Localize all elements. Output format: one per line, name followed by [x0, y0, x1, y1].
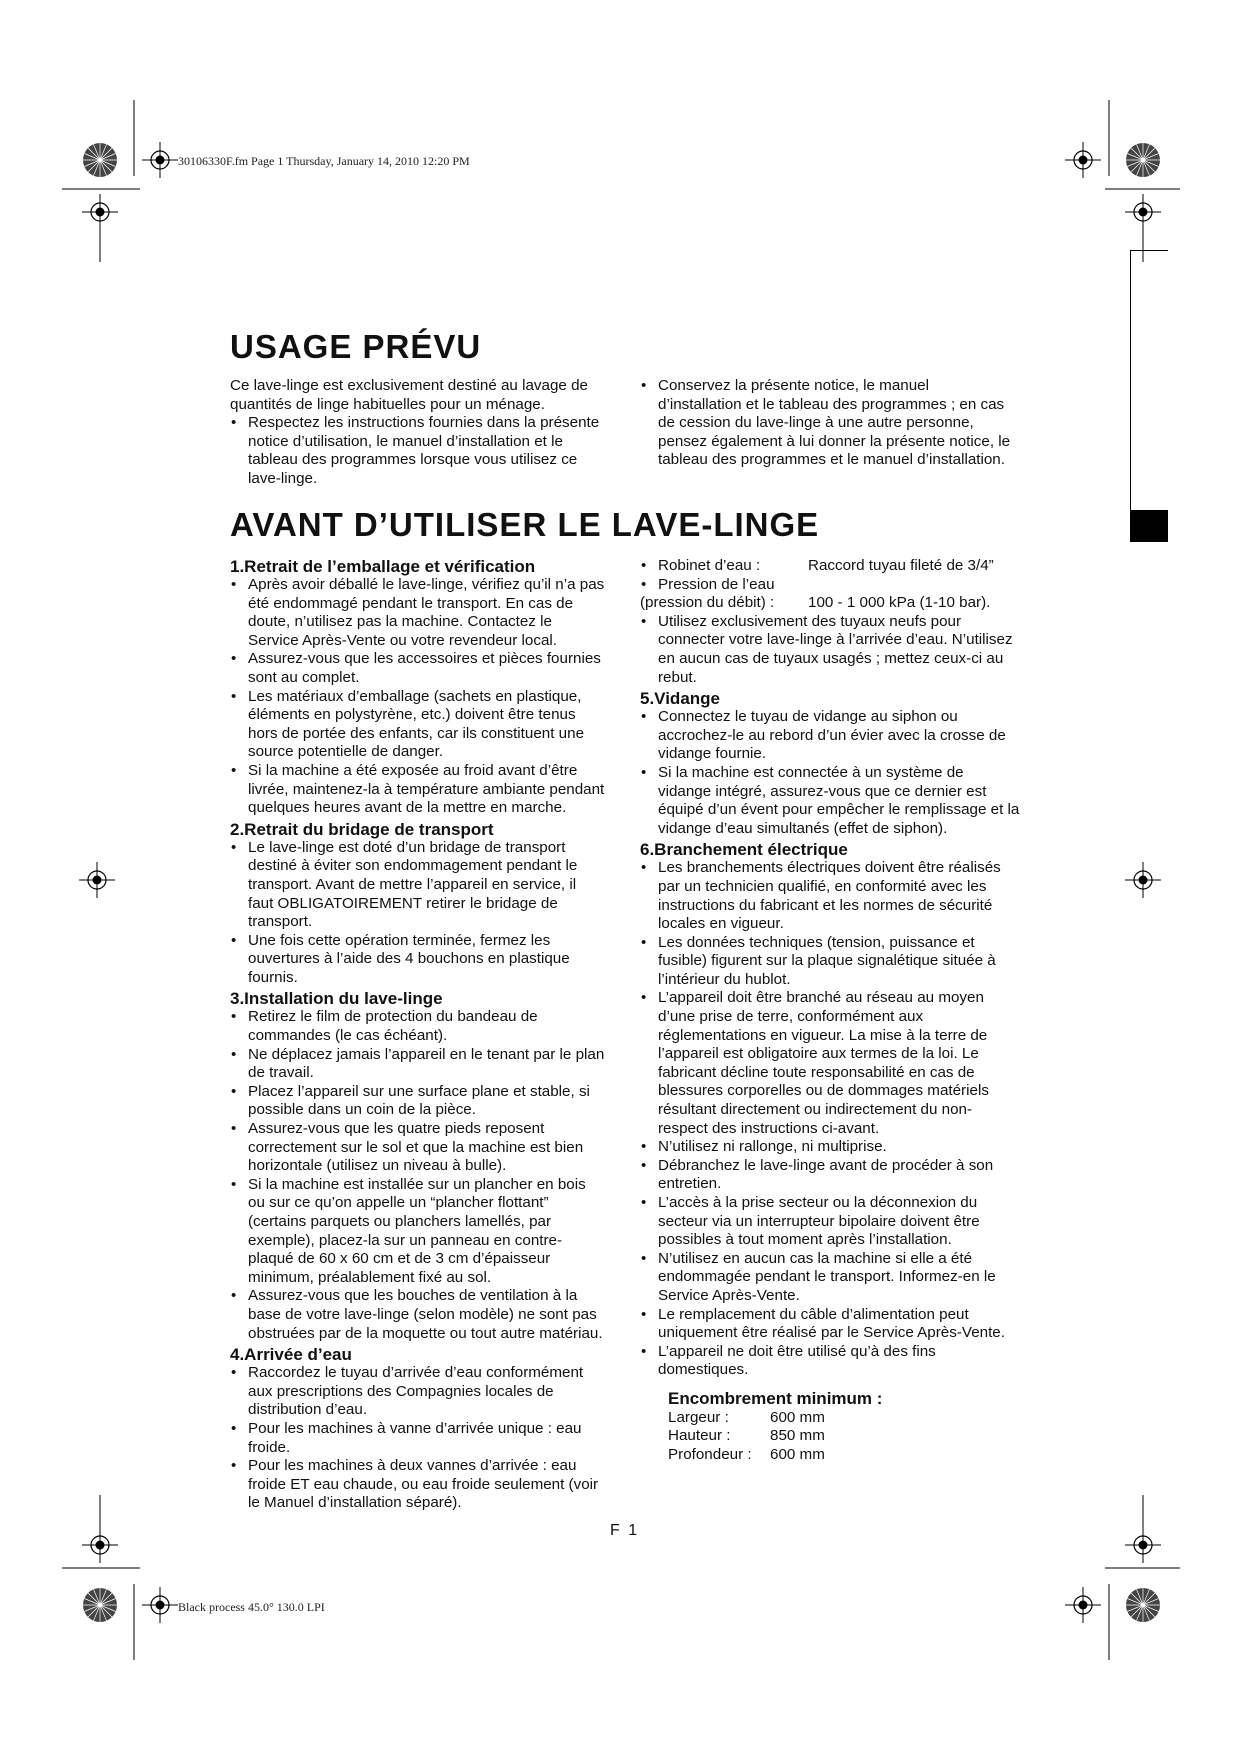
dimension-row-hauteur — [640, 1427, 1020, 1446]
heading-vidange: 5.Vidange — [640, 689, 720, 709]
section-title-avant: AVANT D’UTILISER LE LAVE-LINGE — [230, 506, 820, 543]
dimension-label: Profondeur : — [668, 1445, 752, 1463]
pression-label: • Pression de l’eau — [658, 575, 775, 593]
heading-installation: 3.Installation du lave-linge — [230, 989, 443, 1009]
list-item: • N’utilisez ni rallonge, ni multiprise. — [640, 1138, 1020, 1157]
list-item: • N’utilisez en aucun cas la machine si elle a été endommagée pendant le transport. Informez-en le Service Après-Vente. — [640, 1250, 1020, 1306]
list-item: • Placez l’appareil sur une surface plane et stable, si possible dans un coin de la pièce. — [230, 1083, 605, 1120]
list-item: • Retirez le film de protection du bandeau de commandes (le cas échéant). — [230, 1008, 605, 1045]
list-vidange — [640, 708, 1020, 838]
heading-bridage: 2.Retrait du bridage de transport — [230, 819, 494, 839]
list-item: • Assurez-vous que les accessoires et pièces fournies sont au complet. — [230, 650, 605, 687]
debit-value: 100 - 1 000 kPa (1-10 bar). — [808, 594, 991, 612]
list-item: • Les matériaux d’emballage (sachets en plastique, éléments en polystyrène, etc.) doivent être tenus hors de portée des enfants, car ils constituent une source potentielle de danger. — [230, 688, 605, 762]
list-item: • Assurez-vous que les quatre pieds reposent correctement sur le sol et que la machine est bien horizontale (utilisez un niveau à bulle). — [230, 1120, 605, 1176]
usage-right-list — [640, 377, 1015, 470]
dimensions-title: Encombrement minimum : — [668, 1388, 883, 1408]
list-arrivee-eau — [230, 1364, 605, 1513]
list-item: • Le remplacement du câble d’alimentation peut uniquement être réalisé par le Service Après-Vente. — [640, 1306, 1020, 1343]
list-installation — [230, 1008, 605, 1343]
heading-branchement: 6.Branchement électrique — [640, 840, 848, 860]
list-item: • Pour les machines à deux vannes d’arrivée : eau froide ET eau chaude, ou eau froide seulement (voir le Manuel d’installation séparé). — [230, 1457, 605, 1513]
list-item: • Si la machine a été exposée au froid avant d’être livrée, maintenez-la à température ambiante pendant quelques heures avant de la mettre en marche. — [230, 762, 605, 818]
list-item: • Le lave-linge est doté d’un bridage de transport destiné à éviter son endommagement pendant le transport. Avant de mettre l’appareil en service, il faut OBLIGATOIREMENT retirer le bridage de transport. — [230, 839, 605, 932]
side-tab-frame — [1130, 250, 1168, 512]
list-item: • Conservez la présente notice, le manuel d’installation et le tableau des programmes ; en cas de cession du lave-linge à une autre personne, pensez également à lui donner la présente notice, le tableau des programmes et le manuel d’installation. — [640, 377, 1015, 470]
list-item: • Après avoir déballé le lave-linge, vérifiez qu’il n’a pas été endommagé pendant le transport. En cas de doute, n’utilisez pas la machine. Contactez le Service Après-Vente ou votre revendeur local. — [230, 576, 605, 650]
dimension-value: 600 mm — [770, 1445, 825, 1463]
debit-label: (pression du débit) : — [640, 594, 775, 612]
list-item: • Les données techniques (tension, puissance et fusible) figurent sur la plaque signalétique située à l’intérieur du hublot. — [640, 934, 1020, 990]
list-item: • L’appareil doit être branché au réseau au moyen d’une prise de terre, conformément aux réglementations en vigueur. La mise à la terre de l’appareil est obligatoire aux termes de la loi. Le fabricant décline toute responsabilité en cas de blessures corporelles ou de dommages matériels résultant directement ou indirectement du non-respect des instructions ci-avant. — [640, 989, 1020, 1138]
robinet-value: Raccord tuyau fileté de 3/4” — [808, 557, 994, 574]
list-branchement — [640, 859, 1020, 1380]
list-item: • Raccordez le tuyau d’arrivée d’eau conformément aux prescriptions des Compagnies locales de distribution d’eau. — [230, 1364, 605, 1420]
list-item: • Les branchements électriques doivent être réalisés par un technicien qualifié, en conformité avec les instructions du fabricant et les normes de sécurité locales en vigueur. — [640, 859, 1020, 933]
list-item: • Une fois cette opération terminée, fermez les ouvertures à l’aide des 4 bouchons en plastique fournis. — [230, 932, 605, 988]
list-item: • Ne déplacez jamais l’appareil en le tenant par le plan de travail. — [230, 1046, 605, 1083]
dimension-row-largeur — [640, 1409, 1020, 1428]
list-item: • Utilisez exclusivement des tuyaux neufs pour connecter votre lave-linge à l’arrivée d’eau. N’utilisez en aucun cas de tuyaux usagés ; mettez ceux-ci au rebut. — [640, 613, 1020, 687]
usage-intro: Ce lave-linge est exclusivement destiné au lavage de quantités de linge habituelles pour un ménage. — [230, 377, 588, 413]
heading-arrivee-eau: 4.Arrivée d’eau — [230, 1345, 352, 1365]
avant-left-column — [230, 557, 605, 1513]
page-number: F 1 — [610, 1522, 640, 1539]
list-item: • Si la machine est connectée à un système de vidange intégré, assurez-vous que ce dernier est équipé d’un évent pour empêcher le remplissage et la vidange d’eau simultanés (effet de siphon). — [640, 764, 1020, 838]
list-item: • Débranchez le lave-linge avant de procéder à son entretien. — [640, 1157, 1020, 1194]
list-item: • Connectez le tuyau de vidange au siphon ou accrochez-le au rebord d’un évier avec la crosse de vidange fournie. — [640, 708, 1020, 764]
avant-right-column — [640, 557, 1020, 1464]
side-tab-marker — [1130, 510, 1168, 542]
list-item: • Pour les machines à vanne d’arrivée unique : eau froide. — [230, 1420, 605, 1457]
robinet-label: • Robinet d’eau : — [658, 557, 761, 574]
usage-left-column — [230, 377, 605, 489]
list-arrivee-eau-specs — [640, 557, 1020, 594]
usage-right-column — [640, 377, 1015, 470]
dimension-value: 600 mm — [770, 1408, 825, 1426]
robinet-spec — [640, 557, 1020, 576]
heading-emballage: 1.Retrait de l’emballage et vérification — [230, 557, 536, 576]
section-title-usage: USAGE PRÉVU — [230, 328, 482, 365]
dimension-value: 850 mm — [770, 1427, 825, 1445]
list-emballage — [230, 576, 605, 818]
list-item: • L’appareil ne doit être utilisé qu’à des fins domestiques. — [640, 1343, 1020, 1380]
process-footer: Black process 45.0° 130.0 LPI — [178, 1600, 325, 1614]
list-item: • L’accès à la prise secteur ou la déconnexion du secteur via un interrupteur bipolaire doivent être possibles à tout moment après l’installation. — [640, 1194, 1020, 1250]
list-item: • Assurez-vous que les bouches de ventilation à la base de votre lave-linge (selon modèle) ne sont pas obstruées par de la moquette ou tout autre matériau. — [230, 1287, 605, 1343]
list-item: • Si la machine est installée sur un plancher en bois ou sur ce qu’on appelle un “plancher flottant” (certains parquets ou planchers lamellés, par exemple), placez-la sur un panneau en contre-plaqué de 60 x 60 cm et de 3 cm d’épaisseur minimum, préalablement fixé au sol. — [230, 1176, 605, 1288]
dimension-label: Hauteur : — [668, 1427, 731, 1445]
debit-spec — [640, 594, 1020, 613]
list-bridage — [230, 839, 605, 988]
dimension-label: Largeur : — [668, 1408, 729, 1426]
pression-spec — [640, 576, 1020, 595]
usage-left-list — [230, 414, 605, 488]
dimension-row-profondeur — [640, 1446, 1020, 1465]
list-tuyaux — [640, 613, 1020, 687]
list-item: • Respectez les instructions fournies dans la présente notice d’utilisation, le manuel d’installation et le tableau des programmes lorsque vous utilisez ce lave-linge. — [230, 414, 605, 488]
file-header: 30106330F.fm Page 1 Thursday, January 14, 2010 12:20 PM — [178, 154, 470, 168]
